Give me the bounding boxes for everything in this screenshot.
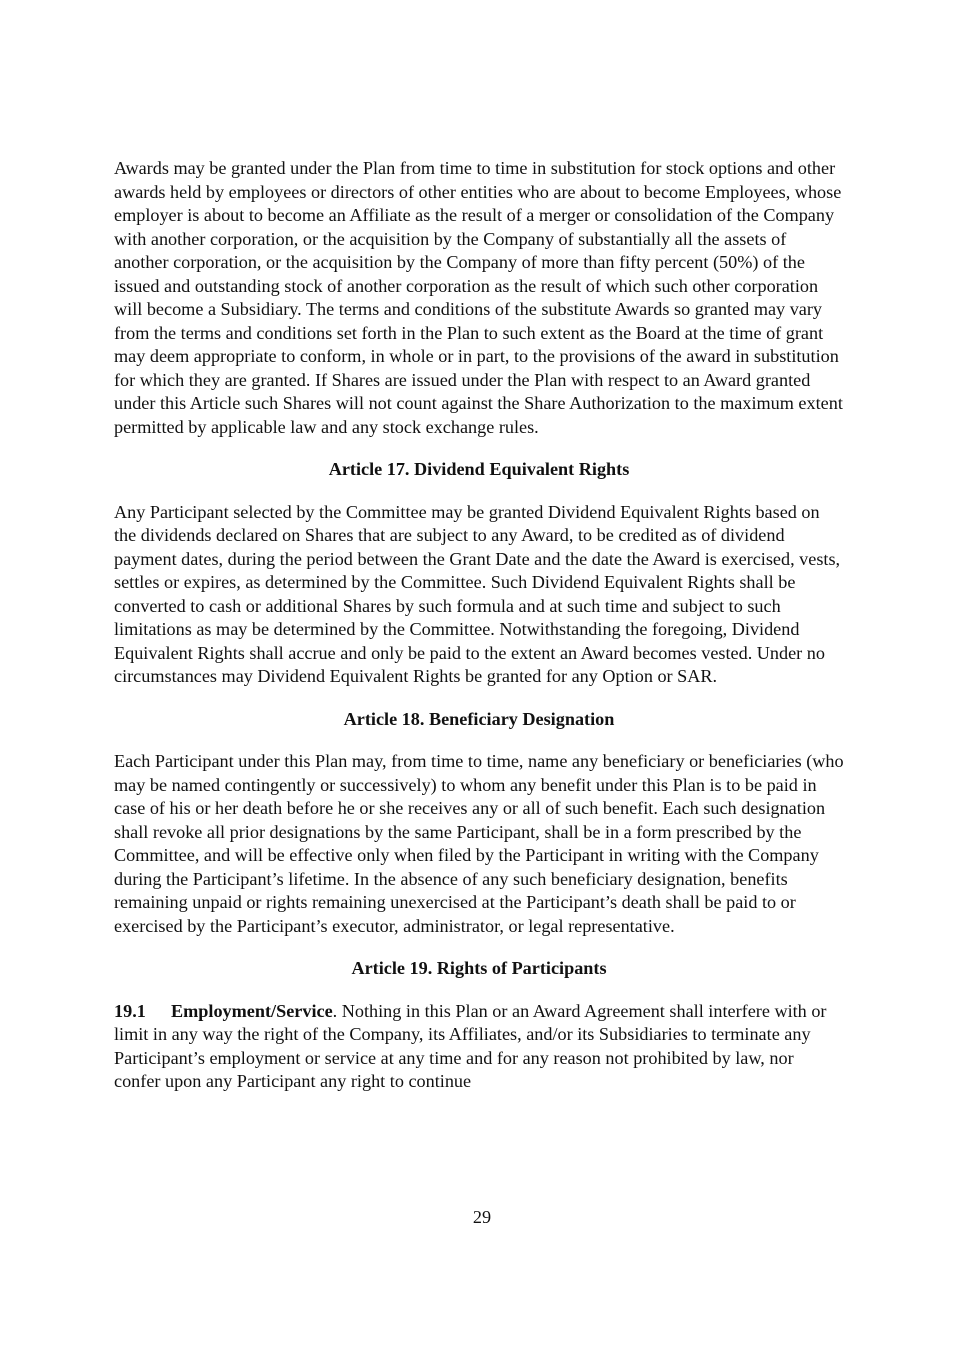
section-19-1-title: Employment/Service: [171, 1000, 333, 1021]
page-number: 29: [472, 1207, 492, 1227]
section-19-1-body: . Nothing in this Plan or an Award Agreement shall interfere with or limit in any way the right of the Company, its Affiliates, and/or its Subsidiaries to terminate any Participant’s employment or service at any time and for any reason not prohibited by law, nor confer upon any Participant any right to continue: [114, 1000, 827, 1091]
section-19-1: [114, 1000, 844, 1094]
article-18-body: Each Participant under this Plan may, from time to time, name any beneficiary or beneficiaries (who may be named contingently or successively) to whom any benefit under this Plan is to be paid in case of his or her death before he or she receives any or all of such benefit. Each such designation shall revoke all prior designations by the same Participant, shall be in a form prescribed by the Committee, and will be effective only when filed by the Participant in writing with the Company during the Participant’s lifetime. In the absence of any such beneficiary designation, benefits remaining unpaid or rights remaining unexercised at the Participant’s death shall be paid to or exercised by the Participant’s executor, administrator, or legal representative.: [114, 751, 844, 936]
document-page: [114, 157, 844, 1094]
article-17-heading: Article 17. Dividend Equivalent Rights: [328, 459, 630, 479]
paragraph-substitute-awards: Awards may be granted under the Plan from time to time in substitution for stock options and other awards held by employees or directors of other entities who are about to become Employees, whose employer is about to become an Affiliate as the result of a merger or consolidation of the Company with another corporation, or the acquisition by the Company of substantially all the assets of another corporation, or the acquisition by the Company of more than fifty percent (50%) of the issued and outstanding stock of another corporation as the result of which such other corporation will become a Subsidiary. The terms and conditions of the substitute Awards so granted may vary from the terms and conditions set forth in the Plan to such extent as the Board at the time of grant may deem appropriate to conform, in whole or in part, to the provisions of the award in substitution for which they are granted. If Shares are issued under the Plan with respect to an Award granted under this Article such Shares will not count against the Share Authorization to the maximum extent permitted by applicable law and any stock exchange rules.: [114, 158, 843, 437]
article-18-heading: Article 18. Beneficiary Designation: [343, 708, 615, 729]
section-19-1-number: 19.1: [114, 1000, 146, 1021]
article-19-heading: Article 19. Rights of Participants: [351, 958, 607, 978]
article-17-body: Any Participant selected by the Committee may be granted Dividend Equivalent Rights based on the dividends declared on Shares that are subject to any Award, to be credited as of dividend payment dates, during the period between the Grant Date and the date the Award is exercised, vests, settles or expires, as determined by the Committee. Such Dividend Equivalent Rights shall be converted to cash or additional Shares by such formula and at such time and subject to such limitations as may be determined by the Committee. Notwithstanding the foregoing, Dividend Equivalent Rights shall accrue and only be paid to the extent an Award becomes vested. Under no circumstances may Dividend Equivalent Rights be granted for any Option or SAR.: [114, 501, 841, 686]
